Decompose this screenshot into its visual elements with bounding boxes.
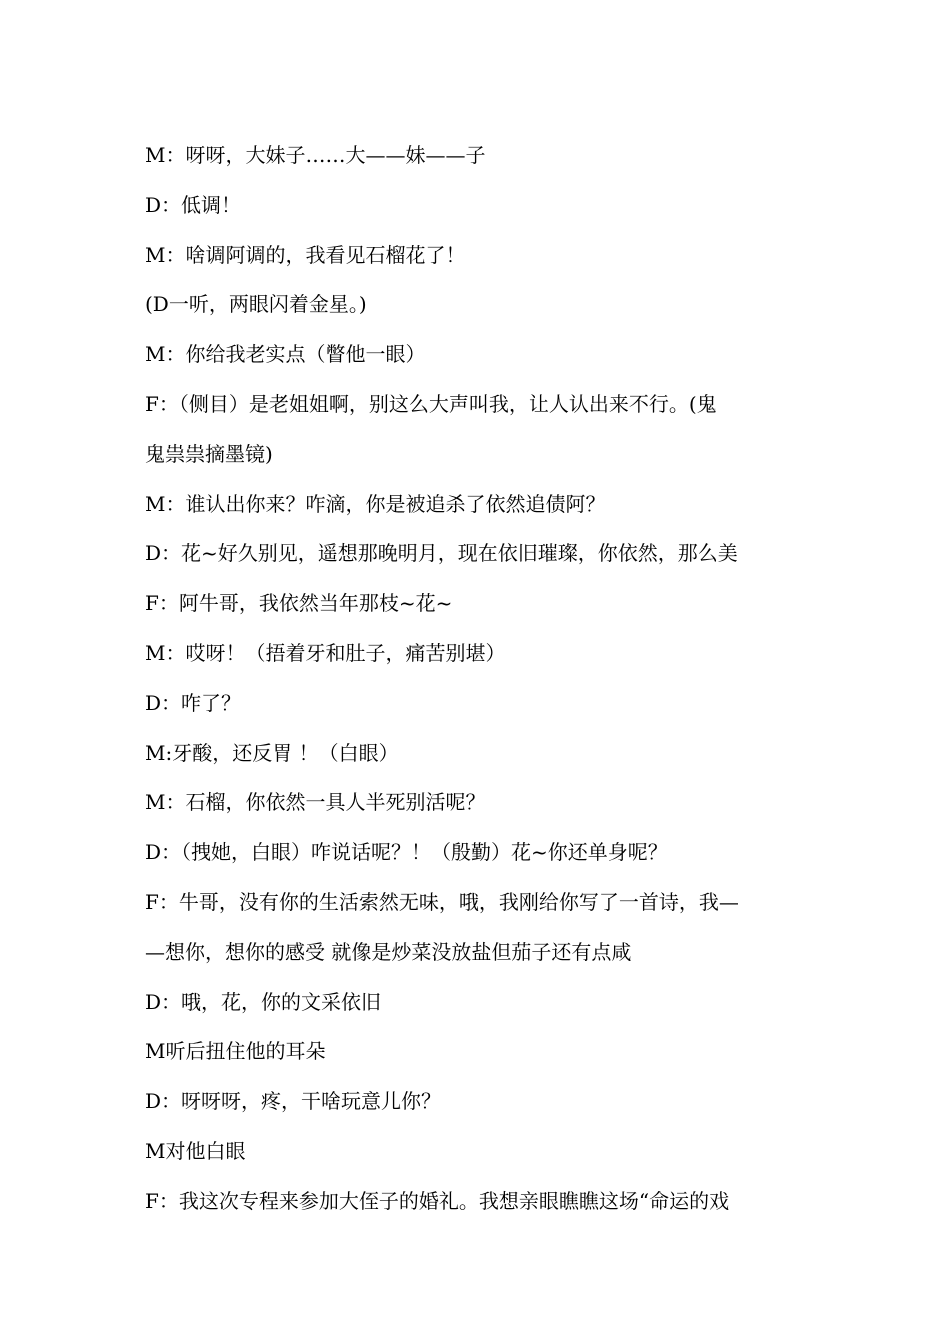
script-line: F：我这次专程来参加大侄子的婚礼。我想亲眼瞧瞧这场“命运的戏 [145,1188,730,1213]
script-line: M：石榴，你依然一具人半死别活呢？ [145,790,486,815]
script-line: M：啥调阿调的，我看见石榴花了！ [145,242,466,267]
script-line: M:牙酸，还反胃 ！（白眼） [145,740,399,765]
script-line: D：哦，花，你的文采依旧 [145,989,382,1014]
script-line: M：你给我老实点（瞥他一眼） [145,342,426,367]
script-line: M听后扭住他的耳朵 [145,1039,326,1064]
script-line: F：牛哥，没有你的生活索然无味，哦，我刚给你写了一首诗，我— [145,889,739,914]
script-line: D：（拽她，白眼）咋说话呢？！（殷勤）花~你还单身呢？ [145,840,668,865]
script-line: M：呀呀，大妹子……大——妹——子 [145,143,486,167]
script-line: (D一听，两眼闪着金星。) [145,292,367,317]
script-line: F：（侧目）是老姐姐啊，别这么大声叫我，让人认出来不行。(鬼 [145,391,717,416]
script-line: F：阿牛哥，我依然当年那枝~花~ [145,591,453,616]
script-line: —想你，想你的感受 就像是炒菜没放盐但茄子还有点咸 [145,939,632,964]
script-body [145,131,815,1227]
script-line: M对他白眼 [145,1138,246,1163]
script-line: D：呀呀呀，疼，干啥玩意儿你？ [145,1089,442,1114]
script-line: M：谁认出你来？咋滴，你是被追杀了依然追债阿？ [145,491,606,516]
script-line: D：花~好久别见，遥想那晚明月，现在依旧璀璨，你依然，那么美 [145,541,738,566]
script-line: M：哎呀！（捂着牙和肚子，痛苦别堪） [145,640,506,665]
script-line: D：咋了？ [145,690,242,715]
script-line: 鬼祟祟摘墨镜) [145,441,273,466]
script-line: D：低调！ [145,192,242,217]
